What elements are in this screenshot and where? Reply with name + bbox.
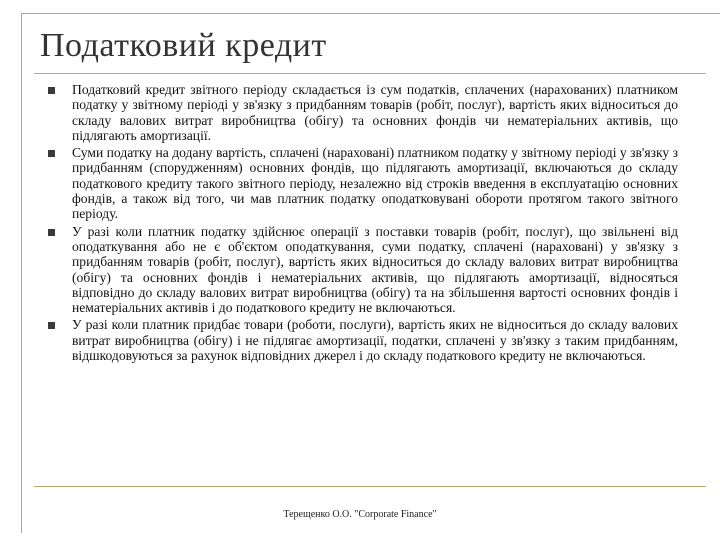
footer-divider — [34, 486, 706, 487]
bullet-text: Суми податку на додану вартість, сплачені (нараховані) платником податку у звітному періоді у зв'язку з придбанням (спорудженням) основних фондів, що підлягають амортизації, включаються до складу податкового кредиту такого звітного періоду, незалежно від строків введення в експлуатацію основних фондів, а також від того, чи мав платник податку оподатковувані обороти протягом такого звітного періоду. — [72, 145, 678, 222]
bullet-text: У разі коли платник придбає товари (роботи, послуги), вартість яких не відноситься до складу валових витрат виробництва (обігу) і не підлягає амортизації, податки, сплачені у зв'язку з таким придбанням, відшкодовуються за рахунок відповідних джерел і до складу податкового кредиту не включаються. — [72, 317, 678, 364]
page-title: Податковий кредит — [40, 27, 327, 64]
square-bullet-icon — [48, 322, 55, 329]
bullet-text: У разі коли платник податку здійснює операції з поставки товарів (робіт, послуг), що звільнені від оподаткування або не є об'єктом оподаткування, суми податку, сплачені (нараховані) у зв'язку з придбанням товарів (робіт, послуг), вартість яких відноситься до складу валових витрат виробництва (обігу) та основних фондів і нематеріальних активів, що підлягають амортизації, відносяться відповідно до складу валових витрат виробництва (обігу) та на збільшення вартості основних фондів і нематеріальних активів і до податкового кредиту не включаються. — [72, 223, 678, 316]
bullet-item — [48, 82, 678, 143]
bullet-list — [48, 82, 678, 363]
footer-credit: Терещенко О.О. "Corporate Finance" — [283, 509, 437, 520]
bullet-item — [48, 145, 678, 221]
title-divider — [34, 73, 706, 74]
bullet-text: Податковий кредит звітного періоду складається із сум податків, сплачених (нарахованих) платником податку у звітному періоді у зв'язку з придбанням товарів (робіт, послуг), вартість яких відноситься до складу валових витрат виробництва (обігу) та основних фондів чи нематеріальних активів, що підлягають амортизації. — [72, 82, 678, 143]
square-bullet-icon — [48, 87, 55, 94]
square-bullet-icon — [48, 150, 55, 157]
bullet-item — [48, 317, 678, 363]
bullet-item — [48, 224, 678, 316]
square-bullet-icon — [48, 229, 55, 236]
